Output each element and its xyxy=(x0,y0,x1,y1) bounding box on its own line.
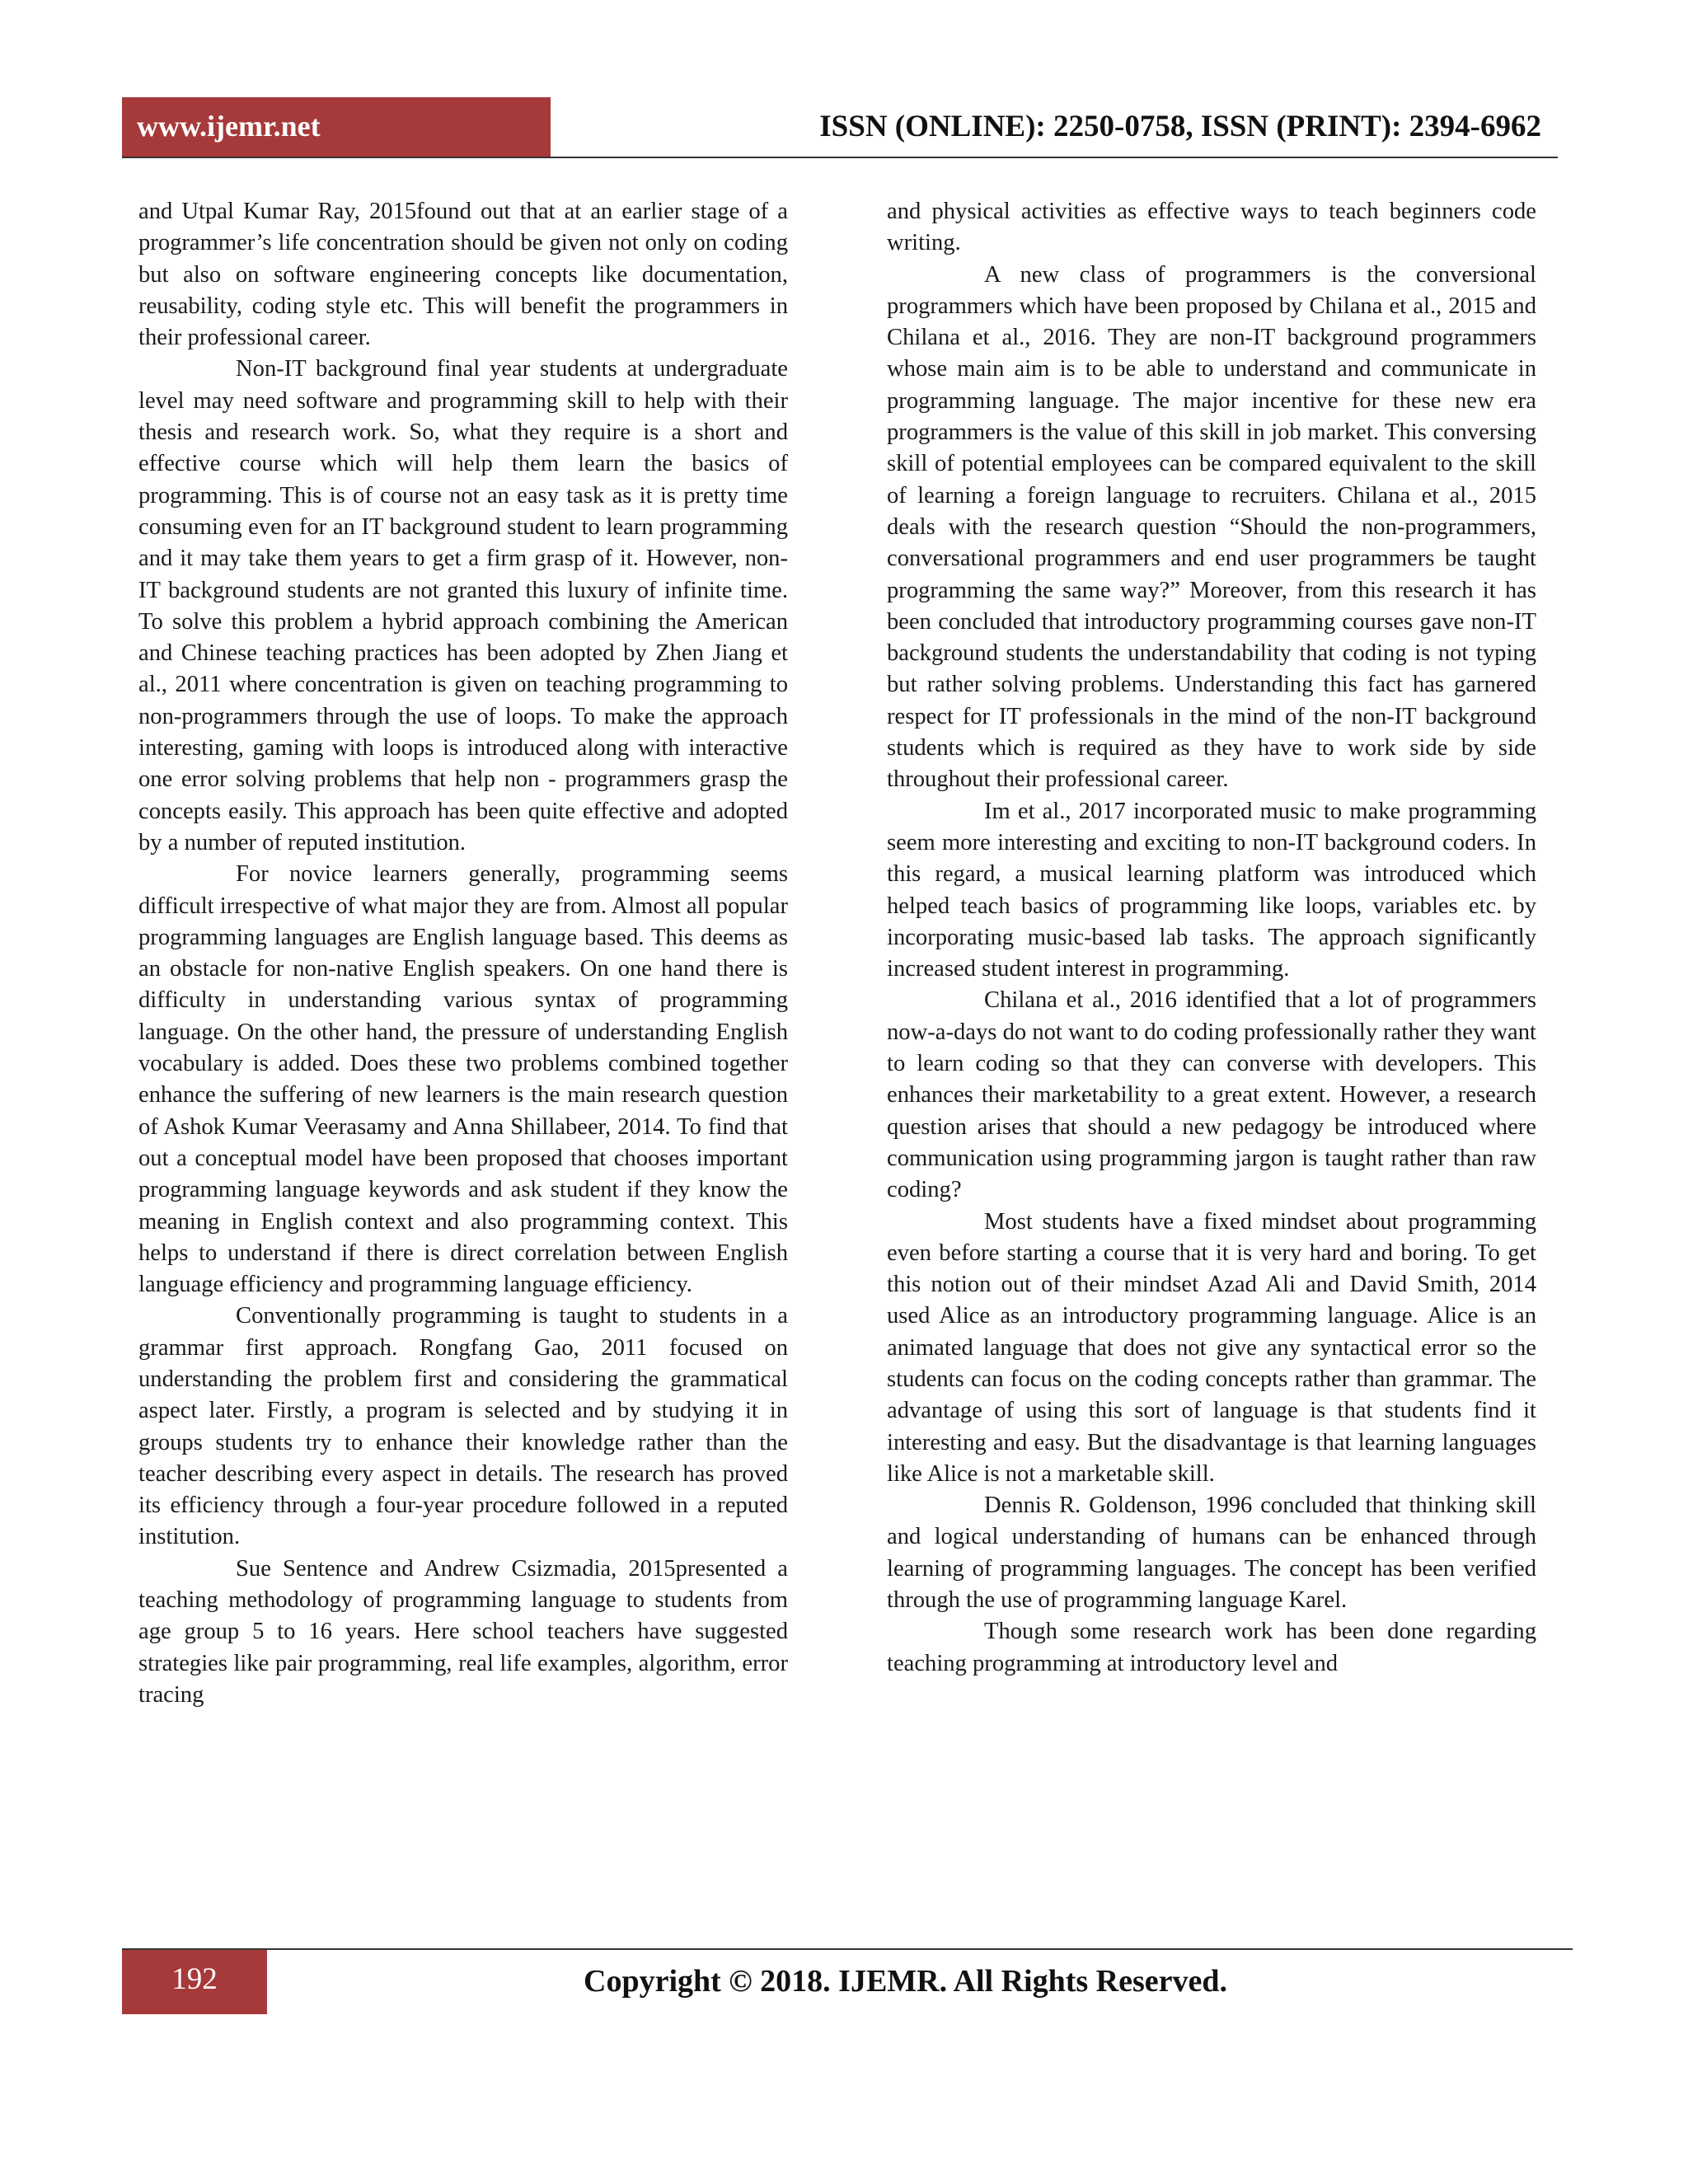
paragraph: Dennis R. Goldenson, 1996 concluded that thinking skill and logical understanding of humans can be enhanced through learning of programming languages. The concept has been verified through the use of programming language Karel. xyxy=(887,1493,1536,1614)
paragraph: Im et al., 2017 incorporated music to make programming seem more interesting and exciting to non-IT background coders. In this regard, a musical learning platform was introduced which helped teach basics of programming like loops, variables etc. by incorporating music-based lab tasks. The approach significantly increased student interest in programming. xyxy=(887,798,1536,982)
page-footer xyxy=(122,1948,1573,2014)
paragraph: and Utpal Kumar Ray, 2015found out that at an earlier stage of a programmer’s life concentration should be given not only on coding but also on software engineering concepts like documentation, reusability, coding style etc. This will benefit the programmers in their professional career. xyxy=(138,199,788,351)
right-column xyxy=(887,196,1536,1680)
paragraph: Though some research work has been done regarding teaching programming at introductory level and xyxy=(887,1619,1536,1676)
page-header xyxy=(122,97,1558,158)
paragraph: A new class of programmers is the conversional programmers which have been proposed by Chilana et al., 2015 and Chilana et al., 2016. They are non-IT background programmers whose main aim is to be able to understand and communicate in programming language. The major incentive for these new era programmers is the value of this skill in job market. This conversing skill of potential employees can be compared equivalent to the skill of learning a foreign language to recruiters. Chilana et al., 2015 deals with the research question “Should the non-programmers, conversational programmers and end user programmers be taught programming the same way?” Moreover, from this research it has been concluded that introductory programming courses gave non-IT background students the understandability that coding is not typing but rather solving problems. Understanding this fact has garnered respect for IT professionals in the mind of the non-IT background students which is required as they have to work side by side throughout their professional career. xyxy=(887,261,1536,793)
paragraph: Conventionally programming is taught to students in a grammar first approach. Rongfang Gao, 2011 focused on understanding the problem first and considering the grammatical aspect later. Firstly, a program is selected and by studying it in groups students try to enhance their knowledge rather than the teacher describing every aspect in details. The research has proved its efficiency through a four-year procedure followed in a reputed institution. xyxy=(138,1303,788,1550)
copyright-notice: Copyright © 2018. IJEMR. All Rights Reserved. xyxy=(584,1964,1227,1999)
journal-url: www.ijemr.net xyxy=(137,110,321,143)
paragraph: Chilana et al., 2016 identified that a lot of programmers now-a-days do not want to do coding professionally rather they want to learn coding so that they can converse with developers. This enhances their marketability to a great extent. However, a research question arises that should a new pedagogy be introduced where communication using programming jargon is taught rather than raw coding? xyxy=(887,987,1536,1203)
journal-url-banner xyxy=(122,97,551,157)
paragraph: Most students have a fixed mindset about programming even before starting a course that it is very hard and boring. To get this notion out of their mindset Azad Ali and David Smith, 2014 used Alice as an introductory programming language. Alice is an animated language that does not give any syntactical error so the students can focus on the coding concepts rather than grammar. The advantage of using this sort of language is that students find it interesting and easy. But the disadvantage is that learning languages like Alice is not a marketable skill. xyxy=(887,1208,1536,1487)
paragraph: and physical activities as effective ways to teach beginners code writing. xyxy=(887,199,1536,256)
page-number: 192 xyxy=(171,1962,218,1996)
paragraph: Sue Sentence and Andrew Csizmadia, 2015presented a teaching methodology of programming language to students from age group 5 to 16 years. Here school teachers have suggested strategies like pair programming, real life examples, algorithm, error tracing xyxy=(138,1555,788,1708)
paragraph: Non-IT background final year students at undergraduate level may need software and programming skill to help with their thesis and research work. So, what they require is a short and effective course which will help them learn the basics of programming. This is of course not an easy task as it is pretty time consuming even for an IT background student to learn programming and it may take them years to get a firm grasp of it. However, non-IT background students are not granted this luxury of infinite time. To solve this problem a hybrid approach combining the American and Chinese teaching practices has been adopted by Zhen Jiang et al., 2011 where concentration is given on teaching programming to non-programmers through the use of loops. To make the approach interesting, gaming with loops is introduced along with interactive one error solving problems that help non - programmers grasp the concepts easily. This approach has been quite effective and adopted by a number of reputed institution. xyxy=(138,356,788,855)
paragraph: For novice learners generally, programming seems difficult irrespective of what major they are from. Almost all popular programming languages are English language based. This deems as an obstacle for non-native English speakers. On one hand there is difficulty in understanding various syntax of programming language. On the other hand, the pressure of understanding English vocabulary is added. Does these two problems combined together enhance the suffering of new learners is the main research question of Ashok Kumar Veerasamy and Anna Shillabeer, 2014. To find that out a conceptual model have been proposed that chooses important programming language keywords and ask student if they know the meaning in English context and also programming context. This helps to understand if there is direct correlation between English language efficiency and programming language efficiency. xyxy=(138,861,788,1298)
left-column xyxy=(138,196,788,1711)
page-number-banner xyxy=(122,1950,267,2014)
issn-line: ISSN (ONLINE): 2250-0758, ISSN (PRINT): 2394-6962 xyxy=(819,110,1541,143)
